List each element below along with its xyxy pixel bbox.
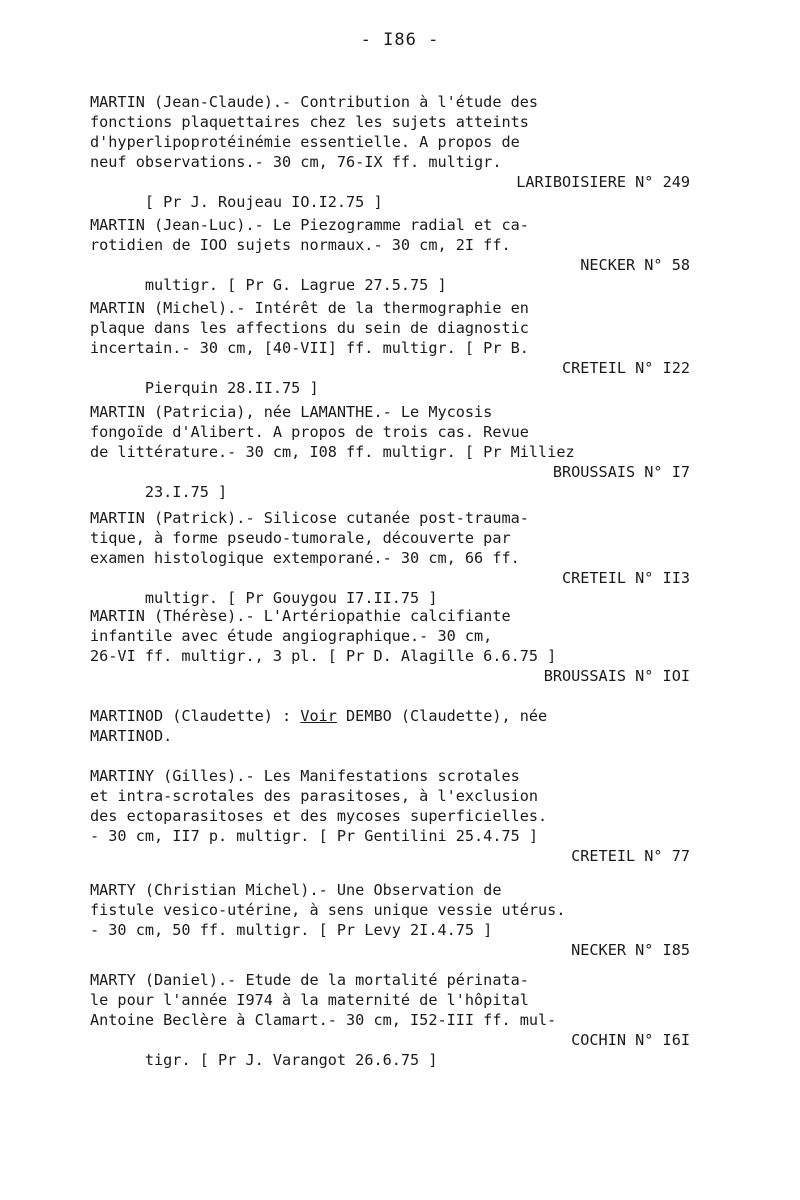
entry-final-line — [90, 358, 690, 397]
entry-location: NECKER N° 58 — [580, 256, 690, 274]
entry-line: tique, à forme pseudo-tumorale, découverte par — [90, 529, 511, 547]
entry-line: de littérature.- 30 cm, I08 ff. multigr. [ Pr Milliez — [90, 443, 575, 461]
entry-location: LARIBOISIERE N° 249 — [516, 173, 690, 191]
entry-line: MARTINOD. — [90, 727, 173, 745]
see-reference: Voir — [300, 707, 337, 725]
entry-line: neuf observations.- 30 cm, 76-IX ff. multigr. — [90, 153, 502, 171]
entry-director: [ Pr J. Roujeau IO.I2.75 ] — [144, 193, 383, 211]
entry-line: et intra-scrotales des parasitoses, à l'exclusion — [90, 787, 539, 805]
entry-final-line — [90, 568, 690, 607]
entry-line: MARTINY (Gilles).- Les Manifestations scrotales — [90, 767, 520, 785]
entry-line: le pour l'année I974 à la maternité de l'hôpital — [90, 991, 529, 1009]
entry-line: plaque dans les affections du sein de diagnostic — [90, 319, 529, 337]
entry-location: CRETEIL N° I22 — [561, 359, 690, 377]
entry-line: MARTIN (Jean-Luc).- Le Piezogramme radial et ca- — [90, 216, 529, 234]
reference-target: DEMBO (Claudette), née — [336, 707, 548, 725]
entry-line: d'hyperlipoprotéinémie essentielle. A propos de — [90, 133, 520, 151]
bibliography-entry — [90, 606, 690, 686]
bibliography-entry — [90, 970, 690, 1069]
entry-line: MARTIN (Patrick).- Silicose cutanée post-trauma- — [90, 509, 529, 527]
entry-line: des ectoparasitoses et des mycoses superficielles. — [90, 807, 548, 825]
bibliography-entry — [90, 508, 690, 607]
bibliography-entry — [90, 766, 690, 866]
entry-final-line — [90, 172, 690, 211]
entry-line: incertain.- 30 cm, [40-VII] ff. multigr. [ Pr B. — [90, 339, 529, 357]
entry-line: fongoïde d'Alibert. A propos de trois cas. Revue — [90, 423, 529, 441]
entry-location: COCHIN N° I6I — [571, 1031, 690, 1049]
entry-location: NECKER N° I85 — [571, 941, 690, 959]
entry-director: multigr. [ Pr G. Lagrue 27.5.75 ] — [144, 276, 447, 294]
bibliography-entry — [90, 298, 690, 397]
entry-location: BROUSSAIS N° IOI — [543, 667, 690, 685]
entry-line: MARTY (Daniel).- Etude de la mortalité périnata- — [90, 971, 529, 989]
entry-line: - 30 cm, 50 ff. multigr. [ Pr Levy 2I.4.75 ] — [90, 921, 493, 939]
bibliography-entry — [90, 402, 690, 501]
entry-final-line — [90, 255, 690, 294]
entry-location: CRETEIL N° II3 — [561, 569, 690, 587]
entry-director: tigr. [ Pr J. Varangot 26.6.75 ] — [144, 1051, 438, 1069]
entry-line: MARTIN (Jean-Claude).- Contribution à l'étude des — [90, 93, 539, 111]
entry-location: BROUSSAIS N° I7 — [552, 463, 690, 481]
cross-reference-entry — [90, 706, 690, 746]
entry-line: infantile avec étude angiographique.- 30 cm, — [90, 627, 493, 645]
entry-director: multigr. [ Pr Gouygou I7.II.75 ] — [144, 589, 438, 607]
bibliography-entry — [90, 880, 690, 960]
bibliography-entry — [90, 215, 690, 294]
entry-line: fonctions plaquettaires chez les sujets atteints — [90, 113, 529, 131]
entry-line: - 30 cm, II7 p. multigr. [ Pr Gentilini 25.4.75 ] — [90, 827, 539, 845]
entry-line: rotidien de IOO sujets normaux.- 30 cm, 2I ff. — [90, 236, 511, 254]
entry-location: CRETEIL N° 77 — [571, 847, 690, 865]
entry-line: Antoine Beclère à Clamart.- 30 cm, I52-III ff. mul- — [90, 1011, 557, 1029]
page-number: - I86 - — [360, 30, 440, 50]
entry-final-line — [90, 462, 690, 501]
cross-reference-line — [90, 706, 690, 726]
entry-line: MARTIN (Patricia), née LAMANTHE.- Le Mycosis — [90, 403, 493, 421]
entry-line: 26-VI ff. multigr., 3 pl. [ Pr D. Alagille 6.6.75 ] — [90, 647, 557, 665]
entry-director: 23.I.75 ] — [144, 483, 228, 501]
entry-line: MARTIN (Thérèse).- L'Artériopathie calcifiante — [90, 607, 511, 625]
entry-line: fistule vesico-utérine, à sens unique vessie utérus. — [90, 901, 566, 919]
entry-line: examen histologique extemporané.- 30 cm, 66 ff. — [90, 549, 520, 567]
bibliography-entry — [90, 92, 690, 211]
entry-director: Pierquin 28.II.75 ] — [144, 379, 319, 397]
entry-final-line — [90, 1030, 690, 1069]
entry-line: MARTIN (Michel).- Intérêt de la thermographie en — [90, 299, 529, 317]
entry-line: MARTY (Christian Michel).- Une Observation de — [90, 881, 502, 899]
reference-name: MARTINOD (Claudette) : — [90, 707, 301, 725]
